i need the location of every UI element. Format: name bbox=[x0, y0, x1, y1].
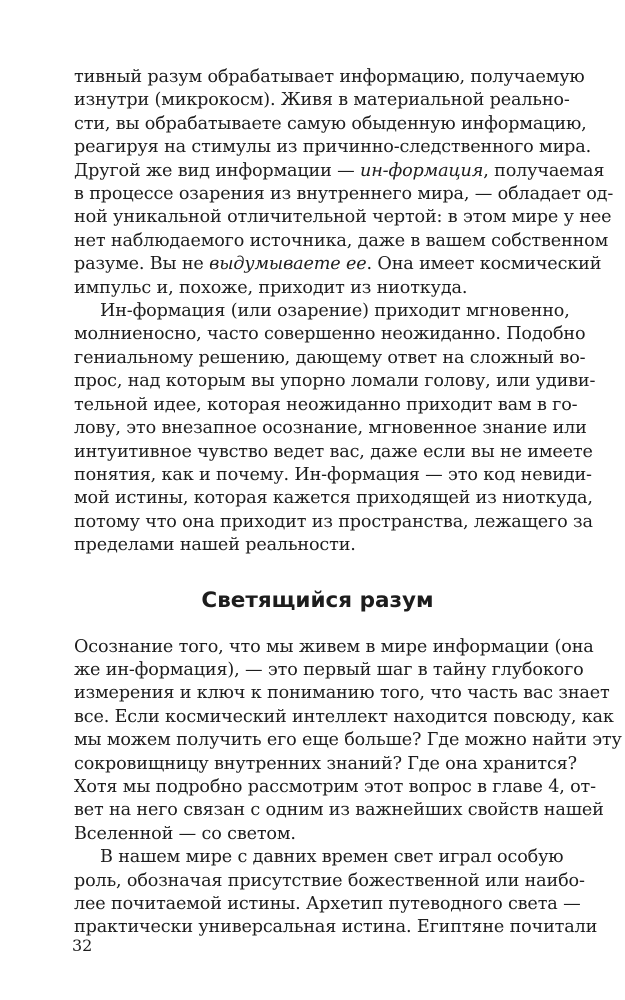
text-line: пределами нашей реальности. bbox=[74, 535, 356, 556]
text-line: прос, над которым вы упорно ломали голову, или удиви- bbox=[74, 371, 596, 392]
text-line: реагируя на стимулы из причинно-следственного мира. bbox=[74, 137, 592, 158]
text-line: потому что она приходит из пространства, лежащего за bbox=[74, 511, 593, 532]
book-page-body bbox=[74, 66, 622, 940]
text-line: сти, вы обрабатываете самую обыденную информацию, bbox=[74, 113, 587, 134]
page-number: 32 bbox=[72, 936, 93, 955]
paragraph-2 bbox=[74, 300, 596, 557]
text-fragment: , получаемая bbox=[483, 160, 605, 181]
paragraph-4 bbox=[74, 846, 598, 940]
text-line: ной уникальной отличительной чертой: в этом мире у нее bbox=[74, 207, 612, 228]
text-line bbox=[74, 160, 605, 183]
paragraph-1 bbox=[74, 66, 614, 300]
text-line: тивный разум обрабатывает информацию, получаемую bbox=[74, 67, 585, 87]
text-line: мой истины, которая кажется приходящей из ниоткуда, bbox=[74, 488, 593, 509]
text-line: вет на него связан с одним из важнейших свойств нашей bbox=[74, 800, 604, 821]
section-heading: Светящийся разум bbox=[201, 587, 434, 613]
text-line: Вселенной — со светом. bbox=[74, 823, 296, 844]
text-line: Осознание того, что мы живем в мире информации (она bbox=[74, 636, 594, 657]
text-line: измерения и ключ к пониманию того, что часть вас знает bbox=[74, 683, 610, 704]
text-line: В нашем мире с давних времен свет играл особую bbox=[100, 847, 564, 868]
text-line: роль, обозначая присутствие божественной или наибо- bbox=[74, 870, 585, 891]
text-fragment: . Она имеет космический bbox=[366, 254, 602, 275]
text-line: понятия, как и почему. Ин-формация — это код невиди- bbox=[74, 464, 592, 485]
text-line: тельной идее, которая неожиданно приходит вам в го- bbox=[74, 394, 578, 415]
text-line: в процессе озарения из внутреннего мира, — обладает од- bbox=[74, 184, 614, 205]
text-line: гениальному решению, дающему ответ на сложный во- bbox=[74, 347, 586, 368]
text-line: молниеносно, часто совершенно неожиданно. Подобно bbox=[74, 324, 586, 345]
text-fragment: разуме. Вы не bbox=[74, 254, 210, 275]
italic-term: ин-формация bbox=[360, 160, 484, 181]
text-line: лее почитаемой истины. Архетип путеводного света — bbox=[74, 894, 581, 914]
text-line: импульс и, похоже, приходит из ниоткуда. bbox=[74, 277, 468, 298]
text-line bbox=[74, 253, 602, 276]
text-line: Хотя мы подробно рассмотрим этот вопрос в главе 4, от- bbox=[74, 776, 596, 797]
text-line: лову, это внезапное осознание, мгновенное знание или bbox=[74, 418, 587, 439]
text-line: изнутри (микрокосм). Живя в материальной реально- bbox=[74, 90, 570, 111]
text-line: нет наблюдаемого источника, даже в вашем собственном bbox=[74, 230, 609, 251]
text-line: интуитивное чувство ведет вас, даже если вы не имеете bbox=[74, 441, 593, 462]
italic-term: выдумываете ее bbox=[209, 254, 367, 275]
text-line: мы можем получить его еще больше? Где можно найти эту bbox=[74, 730, 622, 751]
text-line: же ин-формация), — это первый шаг в тайну глубокого bbox=[74, 659, 584, 680]
text-line: все. Если космический интеллект находится повсюду, как bbox=[74, 706, 614, 727]
text-line: Ин-формация (или озарение) приходит мгновенно, bbox=[100, 301, 570, 322]
text-line: сокровищницу внутренних знаний? Где она хранится? bbox=[74, 753, 577, 774]
paragraph-3 bbox=[74, 636, 622, 847]
text-line: практически универсальная истина. Египтяне почитали bbox=[74, 917, 598, 938]
text-fragment: Другой же вид информации — bbox=[74, 160, 361, 181]
